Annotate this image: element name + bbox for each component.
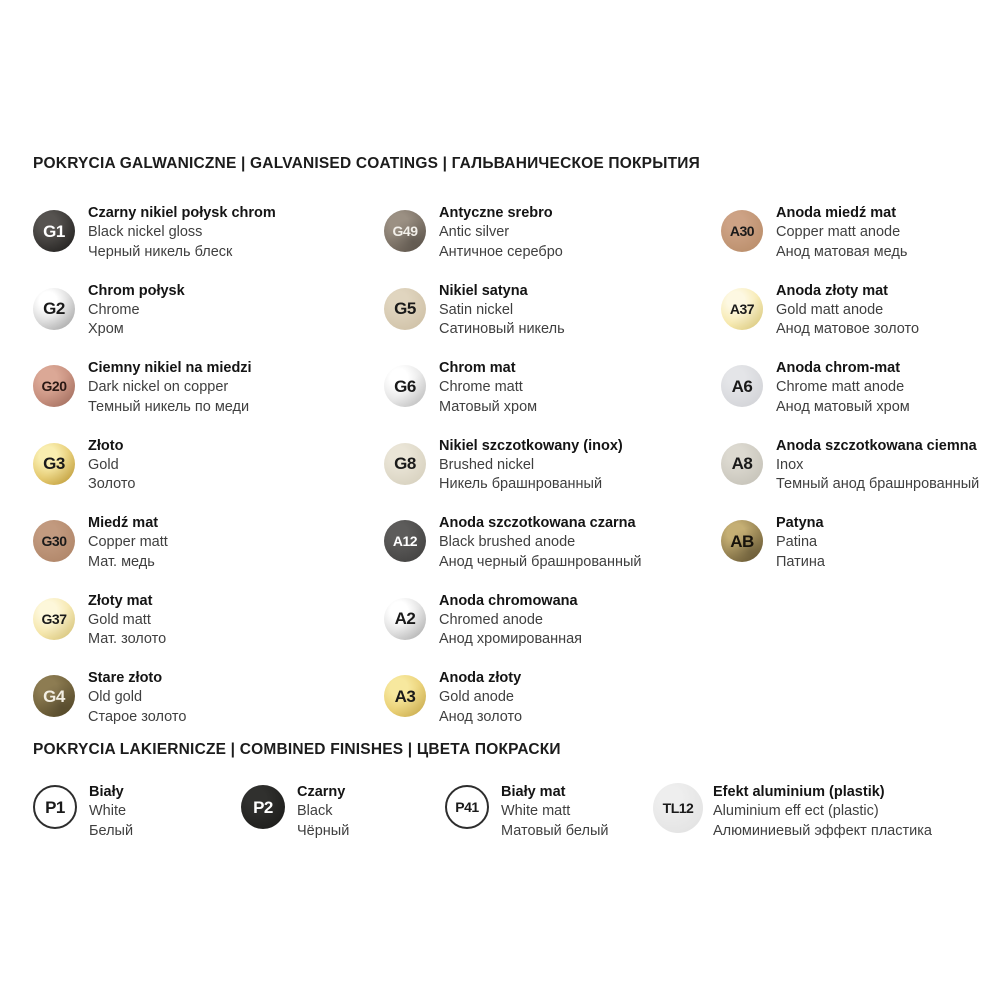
finish-code-label: A8 [731,454,753,473]
finish-name-ru: Мат. медь [88,553,155,570]
finish-names [776,358,910,417]
finish-names [88,358,252,417]
section-title-lacquered: POKRYCIA LAKIERNICZE | COMBINED FINISHES | ЦВЕТА ПОКРАСКИ [33,741,561,758]
finish-name-en: Black [297,803,333,820]
finish-swatch-circle [33,598,75,640]
finish-name-en: Chromed anode [439,611,543,628]
finish-names [88,281,185,340]
finish-name-pl: Anoda szczotkowana czarna [439,515,636,531]
finish-code-label: A6 [731,376,753,396]
finish-swatch-circle [33,675,75,717]
finish-name-ru: Темный никель по меди [88,398,250,415]
finish-names [439,668,522,727]
finish-name-en: Gold matt anode [776,301,884,318]
galvanised-coatings-grid [33,203,999,746]
finish-swatch-circle [653,783,703,833]
finish-names [501,782,609,841]
finish-name-en: Gold [88,456,119,473]
finish-name-en: Inox [776,456,804,473]
finish-swatch-circle [721,443,763,485]
finish-name-ru: Анод хромированная [439,631,583,648]
finish-name-pl: Anoda chromowana [439,592,578,609]
finish-code-label: G4 [43,686,65,706]
finish-name-en: Gold anode [439,689,514,706]
finish-name-pl: Miedź mat [88,515,159,531]
finish-name-en: Brushed nickel [439,456,535,473]
finish-code-label: G20 [41,378,67,394]
finish-names [88,436,135,495]
finish-item [384,436,721,514]
finish-name-pl: Czarny nikiel połysk chrom [88,205,276,221]
finish-name-en: Black nickel gloss [88,224,203,241]
finish-name-pl: Złoto [88,437,124,454]
finish-name-ru: Анод черный брашнрованный [439,553,642,570]
finish-swatch-circle [33,365,75,407]
finish-item [33,782,133,841]
finish-item [33,358,384,436]
finish-name-ru: Анод золото [439,708,523,725]
finish-name-pl: Anoda szczotkowana ciemna [776,437,977,454]
finish-item [33,513,384,591]
finish-code-label: A12 [392,533,418,549]
finish-item [721,513,999,591]
finish-name-pl: Anoda miedź mat [776,205,897,221]
finish-swatch-circle [721,210,763,252]
finish-name-ru: Мат. золото [88,631,167,648]
finish-code-label: G37 [41,610,67,627]
finish-name-ru: Античное серебро [439,243,563,260]
finish-name-en: Aluminium eff ect (plastic) [713,803,879,820]
finish-code-label: G1 [43,221,65,241]
finish-names [88,203,276,262]
finish-name-pl: Efekt aluminium (plastik) [713,784,885,800]
finish-swatch-circle [384,443,426,485]
finish-name-pl: Ciemny nikiel na miedzi [88,360,252,376]
finish-name-pl: Biały mat [501,784,566,800]
finish-swatch-circle [33,443,75,485]
finish-name-pl: Czarny [297,784,346,800]
finish-name-pl: Anoda złoty mat [776,282,888,299]
finish-name-en: Satin nickel [439,301,514,318]
finish-code-label: G6 [394,376,416,396]
finish-name-pl: Patyna [776,515,824,531]
finish-code-label: G3 [43,454,65,473]
finish-names [439,513,642,572]
finish-swatch-circle [384,365,426,407]
finish-swatch-circle [445,785,489,829]
finish-item [384,513,721,591]
finish-item [384,668,721,746]
finish-name-en: Gold matt [88,611,151,628]
finish-name-en: Copper matt [88,534,168,551]
finish-name-en: Patina [776,534,818,551]
finish-name-ru: Алюминиевый эффект пластика [713,822,932,839]
finish-names [776,436,979,495]
finish-names [297,782,349,841]
finish-code-label: P2 [253,797,273,817]
finish-item [445,782,609,841]
finish-code-label: AB [730,531,754,551]
finish-name-en: Chrome [88,301,140,318]
finish-item [384,358,721,436]
finish-code-label: G49 [392,223,418,239]
finish-names [88,668,186,727]
finish-name-ru: Анод матовый хром [776,398,910,415]
finish-name-en: Chrome matt [439,379,523,396]
finish-code-label: G5 [394,299,416,318]
finish-name-ru: Белый [89,822,134,839]
finish-names [439,281,565,340]
finish-name-pl: Anoda złoty [439,670,522,686]
finish-item [33,281,384,359]
finish-names [88,591,166,650]
finish-item [721,358,999,436]
finish-name-pl: Anoda chrom-mat [776,360,901,376]
finish-swatch-circle [721,288,763,330]
lacquered-finishes-row [33,782,973,862]
finish-code-label: A30 [729,223,755,239]
finish-code-label: P1 [45,797,65,817]
finish-item [721,436,999,514]
finish-code-label: G2 [43,299,65,318]
finish-name-ru: Темный анод брашнрованный [776,476,980,493]
finish-code-label: A2 [394,609,416,628]
finish-swatch-circle [33,210,75,252]
finish-code-label: G30 [41,533,67,549]
finish-name-ru: Патина [776,553,825,570]
finish-swatch-circle [384,288,426,330]
finish-names [439,358,537,417]
finish-name-ru: Матовый белый [501,822,609,839]
finish-name-ru: Анод матовое золото [776,321,920,338]
finish-swatch-circle [721,365,763,407]
finish-swatch-circle [241,785,285,829]
finish-name-ru: Сатиновый никель [439,321,565,338]
finish-swatch-circle [384,210,426,252]
finish-item [384,591,721,669]
finish-name-pl: Złoty mat [88,592,153,609]
section-title-galvanised: POKRYCIA GALWANICZNE | GALVANISED COATINGS | ГАЛЬВАНИЧЕСКОЕ ПОКРЫТИЯ [33,155,700,172]
finish-name-en: White matt [501,803,571,820]
finish-swatch-circle [33,785,77,829]
finish-name-pl: Antyczne srebro [439,205,553,221]
finish-code-label: A3 [394,686,416,706]
finish-names [89,782,133,841]
finish-name-en: White [89,803,127,820]
finish-swatch-circle [384,598,426,640]
finish-names [439,591,582,650]
finish-item [33,591,384,669]
finish-names [88,513,168,572]
finish-code-label: TL12 [662,800,694,816]
finish-swatch-circle [384,520,426,562]
finish-item [33,668,384,746]
finish-name-ru: Хром [88,321,124,338]
finish-names [776,203,907,262]
finish-name-ru: Чёрный [297,822,350,839]
finish-names [776,281,919,340]
finish-code-label: A37 [729,300,755,317]
finish-item [721,203,999,281]
finish-name-en: Old gold [88,689,143,706]
finish-name-ru: Анод матовая медь [776,243,908,260]
finish-swatch-circle [384,675,426,717]
finish-names [776,513,825,572]
finish-item [653,782,932,841]
finish-names [439,436,623,495]
finish-code-label: P41 [455,799,479,815]
finish-name-pl: Stare złoto [88,670,163,686]
finish-item [384,203,721,281]
finish-name-en: Black brushed anode [439,534,576,551]
finish-name-pl: Nikiel szczotkowany (inox) [439,437,623,454]
finish-name-en: Chrome matt anode [776,379,905,396]
finish-name-ru: Черный никель блеск [88,243,233,260]
finish-name-ru: Матовый хром [439,398,538,415]
finish-item [384,281,721,359]
finish-item [721,281,999,359]
finish-names [439,203,563,262]
finish-name-pl: Chrom mat [439,360,516,376]
finish-name-pl: Nikiel satyna [439,282,528,299]
finish-name-ru: Никель брашнрованный [439,476,603,493]
finish-name-en: Copper matt anode [776,224,901,241]
finish-names [713,782,932,841]
finish-swatch-circle [33,288,75,330]
finish-item [241,782,349,841]
finish-swatch-circle [33,520,75,562]
finish-name-pl: Chrom połysk [88,282,185,299]
finish-name-ru: Золото [88,476,136,493]
finish-item [33,436,384,514]
finish-item [33,203,384,281]
finish-name-ru: Старое золото [88,708,187,725]
finish-name-en: Antic silver [439,224,510,241]
finish-name-en: Dark nickel on copper [88,379,229,396]
finish-name-pl: Biały [89,784,124,800]
finish-swatch-circle [721,520,763,562]
finish-code-label: G8 [394,454,416,473]
